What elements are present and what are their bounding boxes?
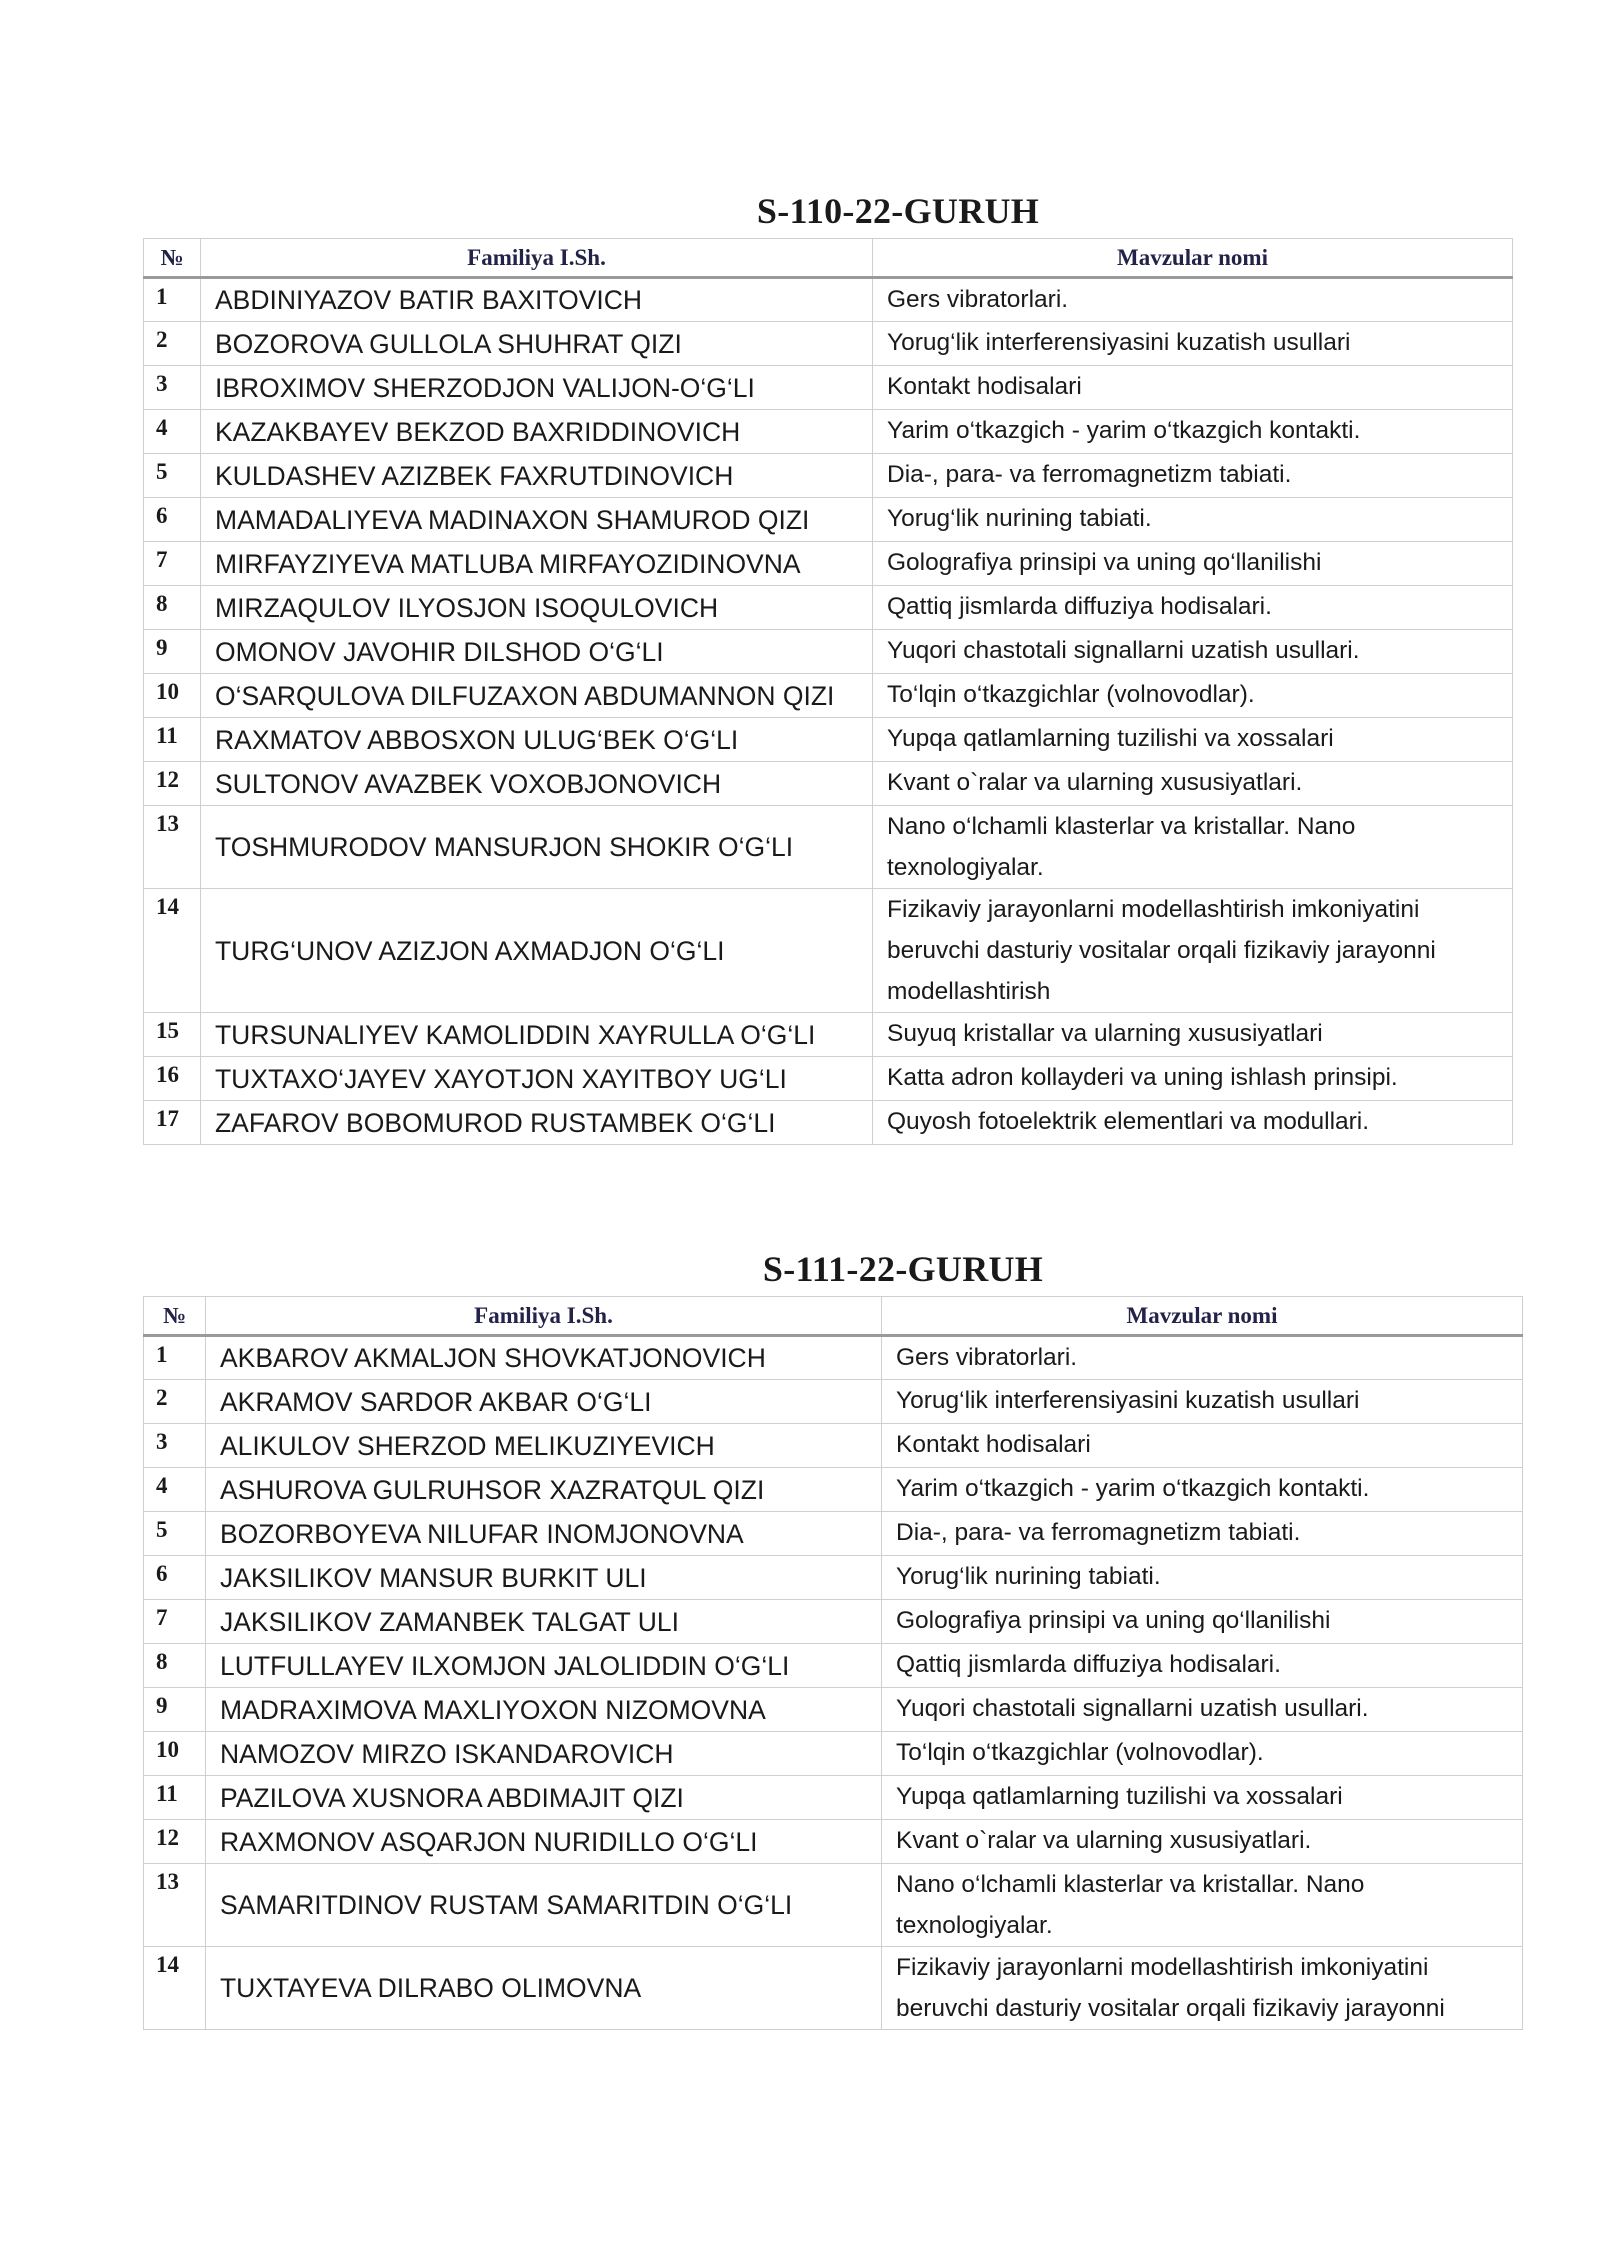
row-number: 7 <box>144 1600 206 1644</box>
table-row <box>144 1688 1523 1732</box>
topic-title: Dia-, para- va ferromagnetizm tabiati. <box>873 454 1513 498</box>
group-title: S-111-22-GURUH <box>762 1249 1044 1289</box>
student-name: TUXTAYEVA DILRABO OLIMOVNA <box>206 1947 882 2030</box>
group-section-s111 <box>143 1248 1523 2030</box>
table-row <box>144 806 1513 889</box>
row-number: 3 <box>144 1424 206 1468</box>
topic-title: Kvant o`ralar va ularning xususiyatlari. <box>873 762 1513 806</box>
row-number: 6 <box>144 498 201 542</box>
table-row <box>144 1512 1523 1556</box>
table-row <box>144 1101 1513 1145</box>
table-row <box>144 1013 1513 1057</box>
row-number: 17 <box>144 1101 201 1145</box>
table-row <box>144 1776 1523 1820</box>
topic-title: Nano o‘lchamli klasterlar va kristallar. Nano texnologiyalar. <box>873 806 1513 889</box>
student-name: AKRAMOV SARDOR AKBAR O‘G‘LI <box>206 1380 882 1424</box>
student-name: NAMOZOV MIRZO ISKANDAROVICH <box>206 1732 882 1776</box>
topic-title: Golografiya prinsipi va uning qo‘llanilishi <box>882 1600 1523 1644</box>
student-name: TURSUNALIYEV KAMOLIDDIN XAYRULLA O‘G‘LI <box>201 1013 873 1057</box>
table-row <box>144 889 1513 1013</box>
table-row <box>144 498 1513 542</box>
topic-title: Kvant o`ralar va ularning xususiyatlari. <box>882 1820 1523 1864</box>
student-name: PAZILOVA XUSNORA ABDIMAJIT QIZI <box>206 1776 882 1820</box>
table-header-row <box>144 1297 1523 1336</box>
header-number: № <box>144 239 201 278</box>
table-row <box>144 1468 1523 1512</box>
group-title: S-110-22-GURUH <box>756 191 1040 231</box>
topic-title: Yorug‘lik interferensiyasini kuzatish usullari <box>882 1380 1523 1424</box>
row-number: 5 <box>144 454 201 498</box>
topic-title: Yupqa qatlamlarning tuzilishi va xossalari <box>873 718 1513 762</box>
table-row <box>144 1947 1523 2030</box>
topic-title: To‘lqin o‘tkazgichlar (volnovodlar). <box>873 674 1513 718</box>
topic-title: To‘lqin o‘tkazgichlar (volnovodlar). <box>882 1732 1523 1776</box>
student-name: MIRZAQULOV ILYOSJON ISOQULOVICH <box>201 586 873 630</box>
topic-title: Yorug‘lik nurining tabiati. <box>882 1556 1523 1600</box>
topic-title: Dia-, para- va ferromagnetizm tabiati. <box>882 1512 1523 1556</box>
row-number: 13 <box>144 806 201 889</box>
student-name: MIRFAYZIYEVA MATLUBA MIRFAYOZIDINOVNA <box>201 542 873 586</box>
table-row <box>144 366 1513 410</box>
header-name: Familiya I.Sh. <box>206 1297 882 1336</box>
table-row <box>144 322 1513 366</box>
table-row <box>144 1644 1523 1688</box>
row-number: 10 <box>144 674 201 718</box>
row-number: 1 <box>144 1336 206 1380</box>
table-row <box>144 762 1513 806</box>
student-name: TURG‘UNOV AZIZJON AXMADJON O‘G‘LI <box>201 889 873 1013</box>
topic-title: Suyuq kristallar va ularning xususiyatlari <box>873 1013 1513 1057</box>
student-name: MAMADALIYEVA MADINAXON SHAMUROD QIZI <box>201 498 873 542</box>
row-number: 12 <box>144 762 201 806</box>
student-name: MADRAXIMOVA MAXLIYOXON NIZOMOVNA <box>206 1688 882 1732</box>
topic-title: Yuqori chastotali signallarni uzatish usullari. <box>873 630 1513 674</box>
topic-title: Kontakt hodisalari <box>882 1424 1523 1468</box>
table-row <box>144 1820 1523 1864</box>
table-row <box>144 1336 1523 1380</box>
row-number: 1 <box>144 278 201 322</box>
row-number: 4 <box>144 1468 206 1512</box>
row-number: 11 <box>144 1776 206 1820</box>
table-body <box>144 278 1513 1145</box>
table-row <box>144 278 1513 322</box>
row-number: 9 <box>144 1688 206 1732</box>
student-name: SAMARITDINOV RUSTAM SAMARITDIN O‘G‘LI <box>206 1864 882 1947</box>
table-row <box>144 674 1513 718</box>
group-section-s110 <box>143 190 1513 1145</box>
topic-title: Yarim o‘tkazgich - yarim o‘tkazgich kontakti. <box>873 410 1513 454</box>
row-number: 3 <box>144 366 201 410</box>
header-topic: Mavzular nomi <box>873 239 1513 278</box>
row-number: 2 <box>144 322 201 366</box>
student-name: IBROXIMOV SHERZODJON VALIJON-O‘G‘LI <box>201 366 873 410</box>
table-row <box>144 586 1513 630</box>
row-number: 10 <box>144 1732 206 1776</box>
topic-title: Golografiya prinsipi va uning qo‘llanilishi <box>873 542 1513 586</box>
topic-title: Qattiq jismlarda diffuziya hodisalari. <box>882 1644 1523 1688</box>
table-row <box>144 410 1513 454</box>
topic-title: Yarim o‘tkazgich - yarim o‘tkazgich kontakti. <box>882 1468 1523 1512</box>
topic-title: Fizikaviy jarayonlarni modellashtirish imkoniyatini beruvchi dasturiy vositalar orqali fizikaviy jarayonni modellashtirish <box>873 889 1513 1013</box>
topic-title: Gers vibratorlari. <box>882 1336 1523 1380</box>
student-name: BOZOROVA GULLOLA SHUHRAT QIZI <box>201 322 873 366</box>
student-name: O‘SARQULOVA DILFUZAXON ABDUMANNON QIZI <box>201 674 873 718</box>
student-name: BOZORBOYEVA NILUFAR INOMJONOVNA <box>206 1512 882 1556</box>
row-number: 7 <box>144 542 201 586</box>
student-name: KULDASHEV AZIZBEK FAXRUTDINOVICH <box>201 454 873 498</box>
topic-title: Yupqa qatlamlarning tuzilishi va xossalari <box>882 1776 1523 1820</box>
student-name: OMONOV JAVOHIR DILSHOD O‘G‘LI <box>201 630 873 674</box>
table-header-row <box>144 239 1513 278</box>
topic-title: Kontakt hodisalari <box>873 366 1513 410</box>
student-name: LUTFULLAYEV ILXOMJON JALOLIDDIN O‘G‘LI <box>206 1644 882 1688</box>
row-number: 15 <box>144 1013 201 1057</box>
student-name: JAKSILIKOV ZAMANBEK TALGAT ULI <box>206 1600 882 1644</box>
student-name: ZAFAROV BOBOMUROD RUSTAMBEK O‘G‘LI <box>201 1101 873 1145</box>
header-topic: Mavzular nomi <box>882 1297 1523 1336</box>
topic-title: Nano o‘lchamli klasterlar va kristallar. Nano texnologiyalar. <box>882 1864 1523 1947</box>
student-name: SULTONOV AVAZBEK VOXOBJONOVICH <box>201 762 873 806</box>
student-name: ASHUROVA GULRUHSOR XAZRATQUL QIZI <box>206 1468 882 1512</box>
row-number: 11 <box>144 718 201 762</box>
table-row <box>144 1556 1523 1600</box>
student-name: TUXTAXO‘JAYEV XAYOTJON XAYITBOY UG‘LI <box>201 1057 873 1101</box>
student-name: KAZAKBAYEV BEKZOD BAXRIDDINOVICH <box>201 410 873 454</box>
table-row <box>144 630 1513 674</box>
student-topic-table <box>143 1296 1523 2030</box>
header-number: № <box>144 1297 206 1336</box>
student-name: AKBAROV AKMALJON SHOVKATJONOVICH <box>206 1336 882 1380</box>
row-number: 2 <box>144 1380 206 1424</box>
table-row <box>144 454 1513 498</box>
table-row <box>144 718 1513 762</box>
row-number: 4 <box>144 410 201 454</box>
topic-title: Katta adron kollayderi va uning ishlash prinsipi. <box>873 1057 1513 1101</box>
table-row <box>144 1380 1523 1424</box>
student-name: ABDINIYAZOV BATIR BAXITOVICH <box>201 278 873 322</box>
student-name: TOSHMURODOV MANSURJON SHOKIR O‘G‘LI <box>201 806 873 889</box>
student-topic-table <box>143 238 1513 1145</box>
row-number: 8 <box>144 586 201 630</box>
student-name: RAXMATOV ABBOSXON ULUG‘BEK O‘G‘LI <box>201 718 873 762</box>
row-number: 13 <box>144 1864 206 1947</box>
student-name: RAXMONOV ASQARJON NURIDILLO O‘G‘LI <box>206 1820 882 1864</box>
row-number: 14 <box>144 1947 206 2030</box>
row-number: 5 <box>144 1512 206 1556</box>
table-row <box>144 1057 1513 1101</box>
topic-title: Yorug‘lik interferensiyasini kuzatish usullari <box>873 322 1513 366</box>
table-row <box>144 1864 1523 1947</box>
topic-title: Gers vibratorlari. <box>873 278 1513 322</box>
table-row <box>144 542 1513 586</box>
row-number: 8 <box>144 1644 206 1688</box>
topic-title: Yorug‘lik nurining tabiati. <box>873 498 1513 542</box>
topic-title: Quyosh fotoelektrik elementlari va modullari. <box>873 1101 1513 1145</box>
table-row <box>144 1600 1523 1644</box>
topic-title: Qattiq jismlarda diffuziya hodisalari. <box>873 586 1513 630</box>
table-body <box>144 1336 1523 2030</box>
row-number: 9 <box>144 630 201 674</box>
row-number: 12 <box>144 1820 206 1864</box>
topic-title: Yuqori chastotali signallarni uzatish usullari. <box>882 1688 1523 1732</box>
header-name: Familiya I.Sh. <box>201 239 873 278</box>
student-name: JAKSILIKOV MANSUR BURKIT ULI <box>206 1556 882 1600</box>
row-number: 6 <box>144 1556 206 1600</box>
row-number: 16 <box>144 1057 201 1101</box>
table-row <box>144 1424 1523 1468</box>
student-name: ALIKULOV SHERZOD MELIKUZIYEVICH <box>206 1424 882 1468</box>
topic-title: Fizikaviy jarayonlarni modellashtirish imkoniyatini beruvchi dasturiy vositalar orqali fizikaviy jarayonni <box>882 1947 1523 2030</box>
table-row <box>144 1732 1523 1776</box>
row-number: 14 <box>144 889 201 1013</box>
